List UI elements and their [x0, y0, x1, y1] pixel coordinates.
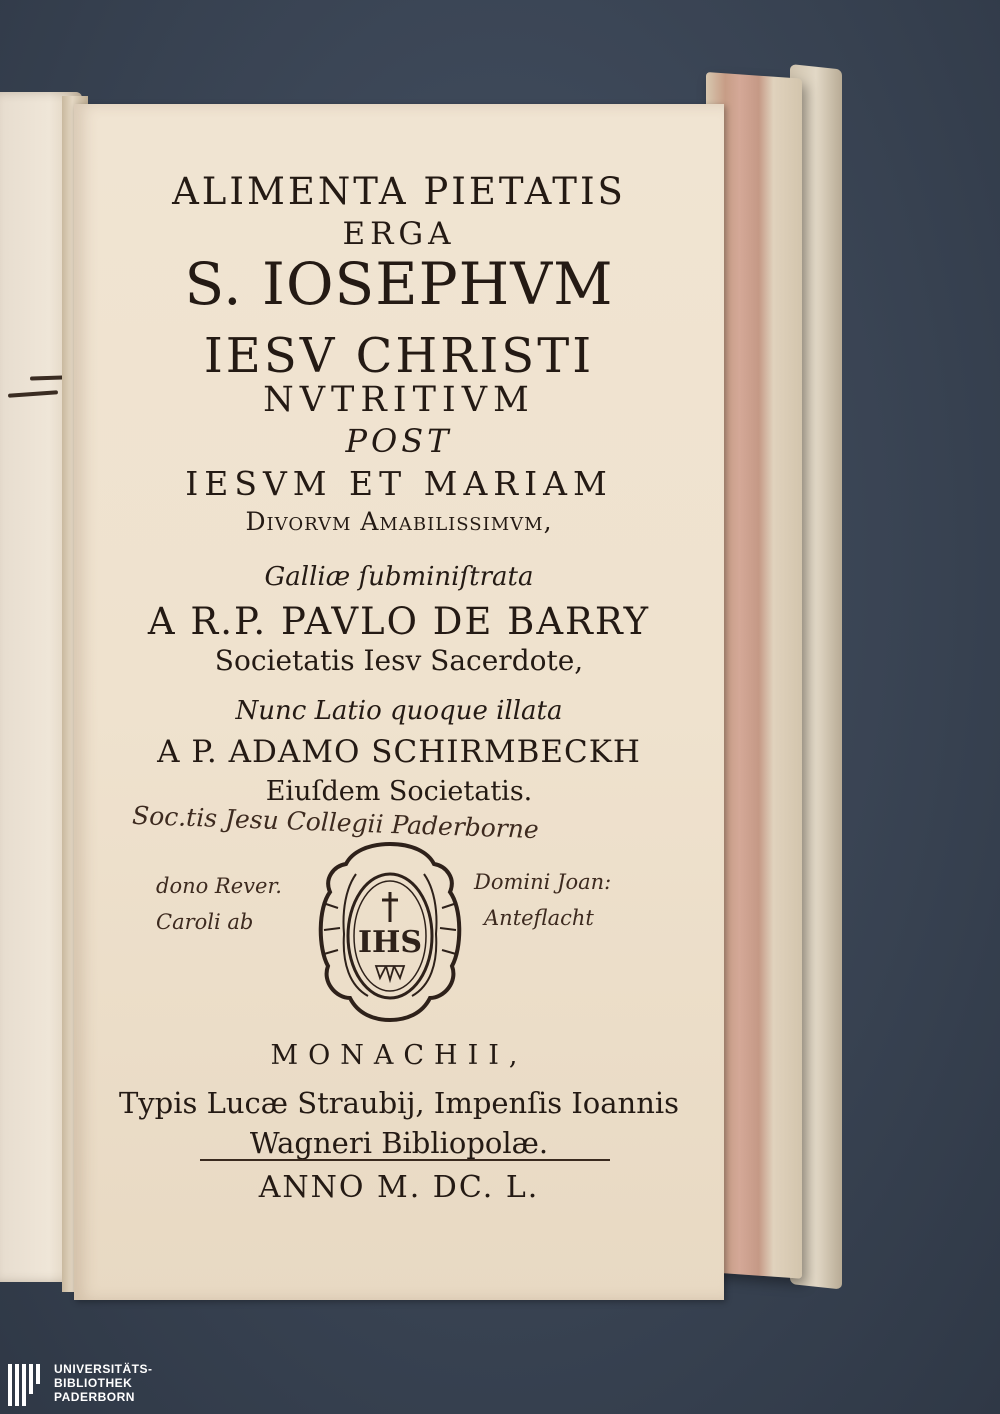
library-logo-text: UNIVERSITÄTS- BIBLIOTHEK PADERBORN: [54, 1362, 153, 1404]
handwritten-note: Anteflacht: [484, 906, 594, 930]
title-line: NVTRITIVM: [263, 380, 535, 420]
divider-rule: [200, 1159, 610, 1161]
title-line: IESV CHRISTI: [203, 328, 595, 384]
title-line: Divorvm Amabilissimvm,: [245, 507, 553, 536]
library-logo-icon: [8, 1362, 46, 1408]
ink-mark: [8, 390, 58, 397]
title-line: Nunc Latio quoque illata: [235, 696, 563, 726]
title-line: Eiuſdem Societatis.: [265, 776, 533, 807]
imprint-printer: Typis Lucæ Straubij, Impenſis Ioannis: [118, 1086, 680, 1120]
ink-mark: [30, 375, 64, 380]
title-line: POST: [345, 422, 453, 460]
imprint-publisher: Wagneri Bibliopolæ.: [249, 1126, 549, 1160]
handwritten-ownership: Soc.tis Jesu Collegii Paderborne: [131, 800, 540, 845]
translator-line: A P. ADAMO SCHIRMBECKH: [157, 734, 641, 770]
title-line: Societatis Iesv Sacerdote,: [214, 644, 584, 677]
title-line: ERGA: [342, 216, 456, 252]
seal-monogram: IHS: [357, 925, 423, 960]
imprint-city: MONACHII,: [270, 1040, 528, 1071]
imprint-year: ANNO M. DC. L.: [258, 1170, 540, 1205]
title-page: [74, 104, 724, 1300]
handwritten-note: dono Rever.: [156, 874, 282, 898]
jesuit-seal-emblem: [316, 838, 464, 1024]
author-line: A R.P. PAVLO DE BARRY: [147, 600, 651, 643]
handwritten-note: Caroli ab: [156, 910, 254, 934]
title-line: IESVM ET MARIAM: [185, 464, 613, 503]
handwritten-note: Domini Joan:: [474, 870, 612, 894]
library-logo: [8, 1362, 168, 1408]
title-line-main: S. IOSEPHVM: [184, 250, 614, 318]
title-line: Galliæ ſubminiſtrata: [264, 562, 534, 592]
title-line: ALIMENTA PIETATIS: [172, 170, 626, 213]
